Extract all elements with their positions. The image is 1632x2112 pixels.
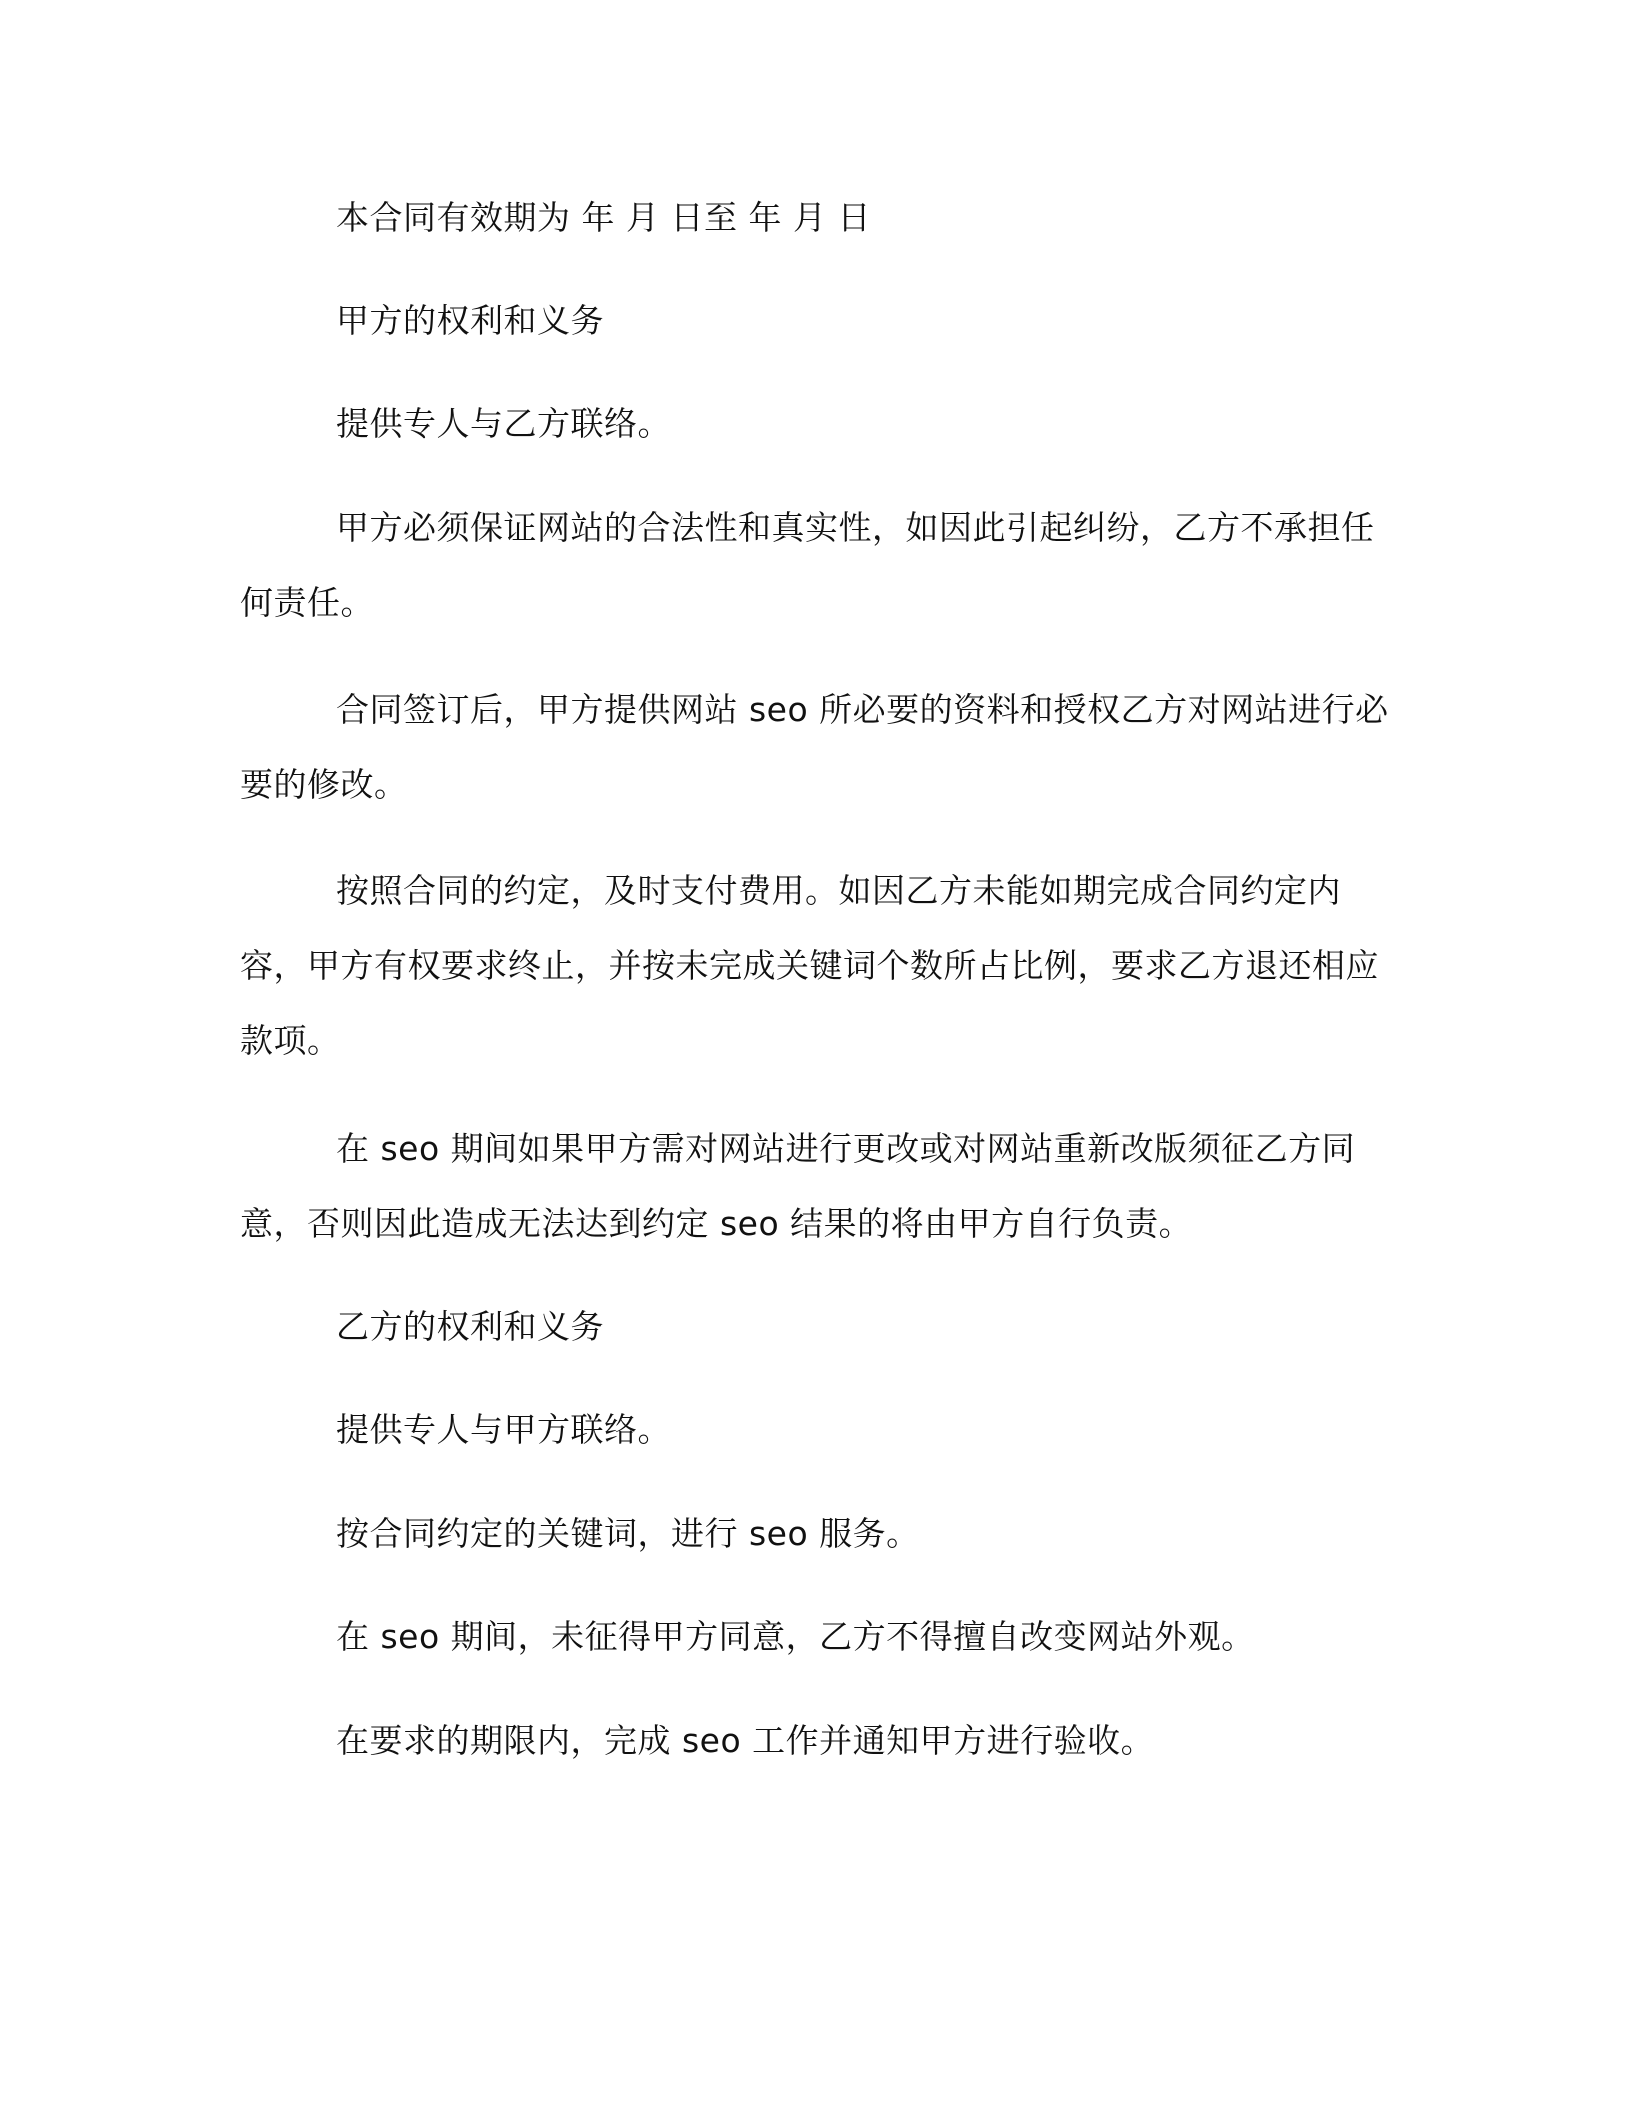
party-a-materials-paragraph: 合同签订后，甲方提供网站 seo 所必要的资料和授权乙方对网站进行必要的修改。 <box>240 690 1389 804</box>
party-b-contact-paragraph: 提供专人与甲方联络。 <box>336 1410 671 1449</box>
party-b-acceptance-paragraph: 在要求的期限内，完成 seo 工作并通知甲方进行验收。 <box>336 1721 1155 1760</box>
party-b-no-change-paragraph: 在 seo 期间，未征得甲方同意，乙方不得擅自改变网站外观。 <box>336 1617 1255 1656</box>
party-a-contact-paragraph: 提供专人与乙方联络。 <box>336 404 671 443</box>
party-a-rights-heading: 甲方的权利和义务 <box>336 301 604 340</box>
party-a-site-change-paragraph: 在 seo 期间如果甲方需对网站进行更改或对网站重新改版须征乙方同意，否则因此造成无法达到约定 seo 结果的将由甲方自行负责。 <box>240 1129 1356 1243</box>
party-b-seo-service-paragraph: 按合同约定的关键词，进行 seo 服务。 <box>336 1514 920 1553</box>
contract-term-paragraph: 本合同有效期为 年 月 日至 年 月 日 <box>336 198 871 237</box>
party-a-legality-paragraph: 甲方必须保证网站的合法性和真实性，如因此引起纠纷，乙方不承担任何责任。 <box>240 508 1375 622</box>
party-b-rights-heading: 乙方的权利和义务 <box>336 1307 604 1346</box>
party-a-payment-paragraph: 按照合同的约定，及时支付费用。如因乙方未能如期完成合同约定内容，甲方有权要求终止，并按未完成关键词个数所占比例，要求乙方退还相应款项。 <box>240 871 1379 1060</box>
